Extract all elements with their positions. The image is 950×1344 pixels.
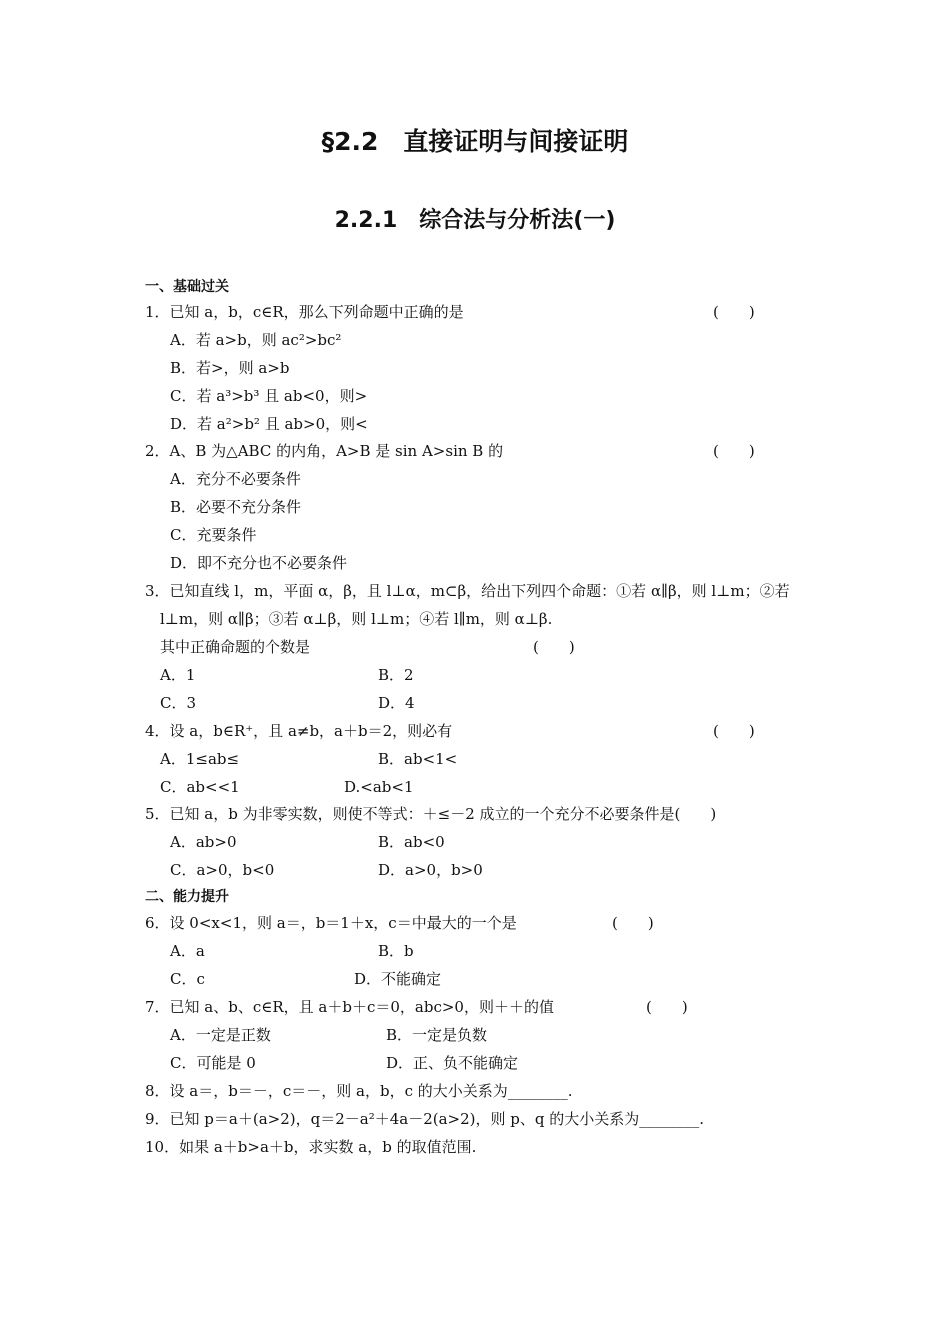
q7-option-d: D．正、负不能确定 bbox=[386, 1054, 519, 1072]
q5-option-a: A．ab>0 bbox=[170, 833, 237, 851]
q3-answer-paren: ( ) bbox=[533, 638, 575, 656]
q2-option-c: C．充要条件 bbox=[170, 526, 257, 544]
section-heading-advanced: 二、能力提升 bbox=[145, 889, 229, 905]
q5-option-b: B．ab<0 bbox=[378, 833, 445, 851]
q5-option-c: C．a>0，b<0 bbox=[170, 861, 275, 879]
q3-stem-line3: 其中正确命题的个数是 bbox=[160, 638, 311, 656]
q7-option-c: C．可能是 0 bbox=[170, 1054, 256, 1072]
q7-option-a: A．一定是正数 bbox=[170, 1026, 271, 1044]
q1-answer-paren: ( ) bbox=[713, 303, 755, 321]
q1-option-a: A．若 a>b，则 ac²>bc² bbox=[170, 331, 342, 349]
q6-option-b: B．b bbox=[378, 942, 414, 960]
q6-option-d: D．不能确定 bbox=[354, 970, 442, 988]
q1-option-b: B．若>，则 a>b bbox=[170, 359, 290, 377]
q7-option-b: B．一定是负数 bbox=[386, 1026, 488, 1044]
section-heading-basic: 一、基础过关 bbox=[145, 279, 229, 295]
q4-option-a: A．1≤ab≤ bbox=[160, 750, 240, 768]
q6-option-c: C．c bbox=[170, 970, 205, 988]
q3-stem-line2: l⊥m，则 α∥β；③若 α⊥β，则 l⊥m；④若 l∥m，则 α⊥β. bbox=[160, 610, 553, 628]
q3-option-a: A．1 bbox=[160, 666, 196, 684]
q5-stem: 5．已知 a，b 为非零实数，则使不等式：＋≤－2 成立的一个充分不必要条件是( ) bbox=[145, 805, 717, 823]
q3-stem-line1: 3．已知直线 l，m，平面 α，β，且 l⊥α，m⊂β，给出下列四个命题：①若 α∥β，则 l⊥m；②若 bbox=[145, 582, 790, 600]
q4-option-c: C．ab<<1 bbox=[160, 778, 240, 796]
q7-answer-paren: ( ) bbox=[646, 998, 688, 1016]
q4-option-b: B．ab<1< bbox=[378, 750, 458, 768]
q2-option-b: B．必要不充分条件 bbox=[170, 498, 302, 516]
q1-option-d: D．若 a²>b² 且 ab>0，则< bbox=[170, 415, 368, 433]
q6-option-a: A．a bbox=[170, 942, 205, 960]
q3-option-d: D．4 bbox=[378, 694, 415, 712]
q1-stem: 1．已知 a，b，c∈R，那么下列命题中正确的是 bbox=[145, 303, 464, 321]
q4-stem: 4．设 a，b∈R⁺，且 a≠b，a＋b＝2，则必有 bbox=[145, 722, 453, 740]
q4-option-d: D.<ab<1 bbox=[344, 778, 414, 796]
q2-option-a: A．充分不必要条件 bbox=[170, 470, 301, 488]
q9-stem: 9．已知 p＝a＋(a>2)，q＝2－a²＋4a－2(a>2)，则 p、q 的大小关系为________. bbox=[145, 1110, 705, 1128]
q6-stem: 6．设 0<x<1，则 a＝，b＝1＋x，c＝中最大的一个是 bbox=[145, 914, 517, 932]
q8-stem: 8．设 a＝，b＝－，c＝－，则 a，b，c 的大小关系为________. bbox=[145, 1082, 573, 1100]
q2-option-d: D．即不充分也不必要条件 bbox=[170, 554, 348, 572]
page-title: §2.2 直接证明与间接证明 bbox=[321, 127, 629, 156]
q1-option-c: C．若 a³>b³ 且 ab<0，则> bbox=[170, 387, 368, 405]
q4-answer-paren: ( ) bbox=[713, 722, 755, 740]
q2-stem: 2．A、B 为△ABC 的内角，A>B 是 sin A>sin B 的 bbox=[145, 442, 504, 460]
q3-option-c: C．3 bbox=[160, 694, 197, 712]
q7-stem: 7．已知 a、b、c∈R，且 a＋b＋c＝0，abc>0，则＋＋的值 bbox=[145, 998, 554, 1016]
q5-option-d: D．a>0，b>0 bbox=[378, 861, 483, 879]
q3-option-b: B．2 bbox=[378, 666, 414, 684]
q6-answer-paren: ( ) bbox=[612, 914, 654, 932]
q10-stem: 10．如果 a＋b>a＋b，求实数 a，b 的取值范围. bbox=[145, 1138, 477, 1156]
q2-answer-paren: ( ) bbox=[713, 442, 755, 460]
page-subtitle: 2.2.1 综合法与分析法(一) bbox=[334, 208, 616, 233]
